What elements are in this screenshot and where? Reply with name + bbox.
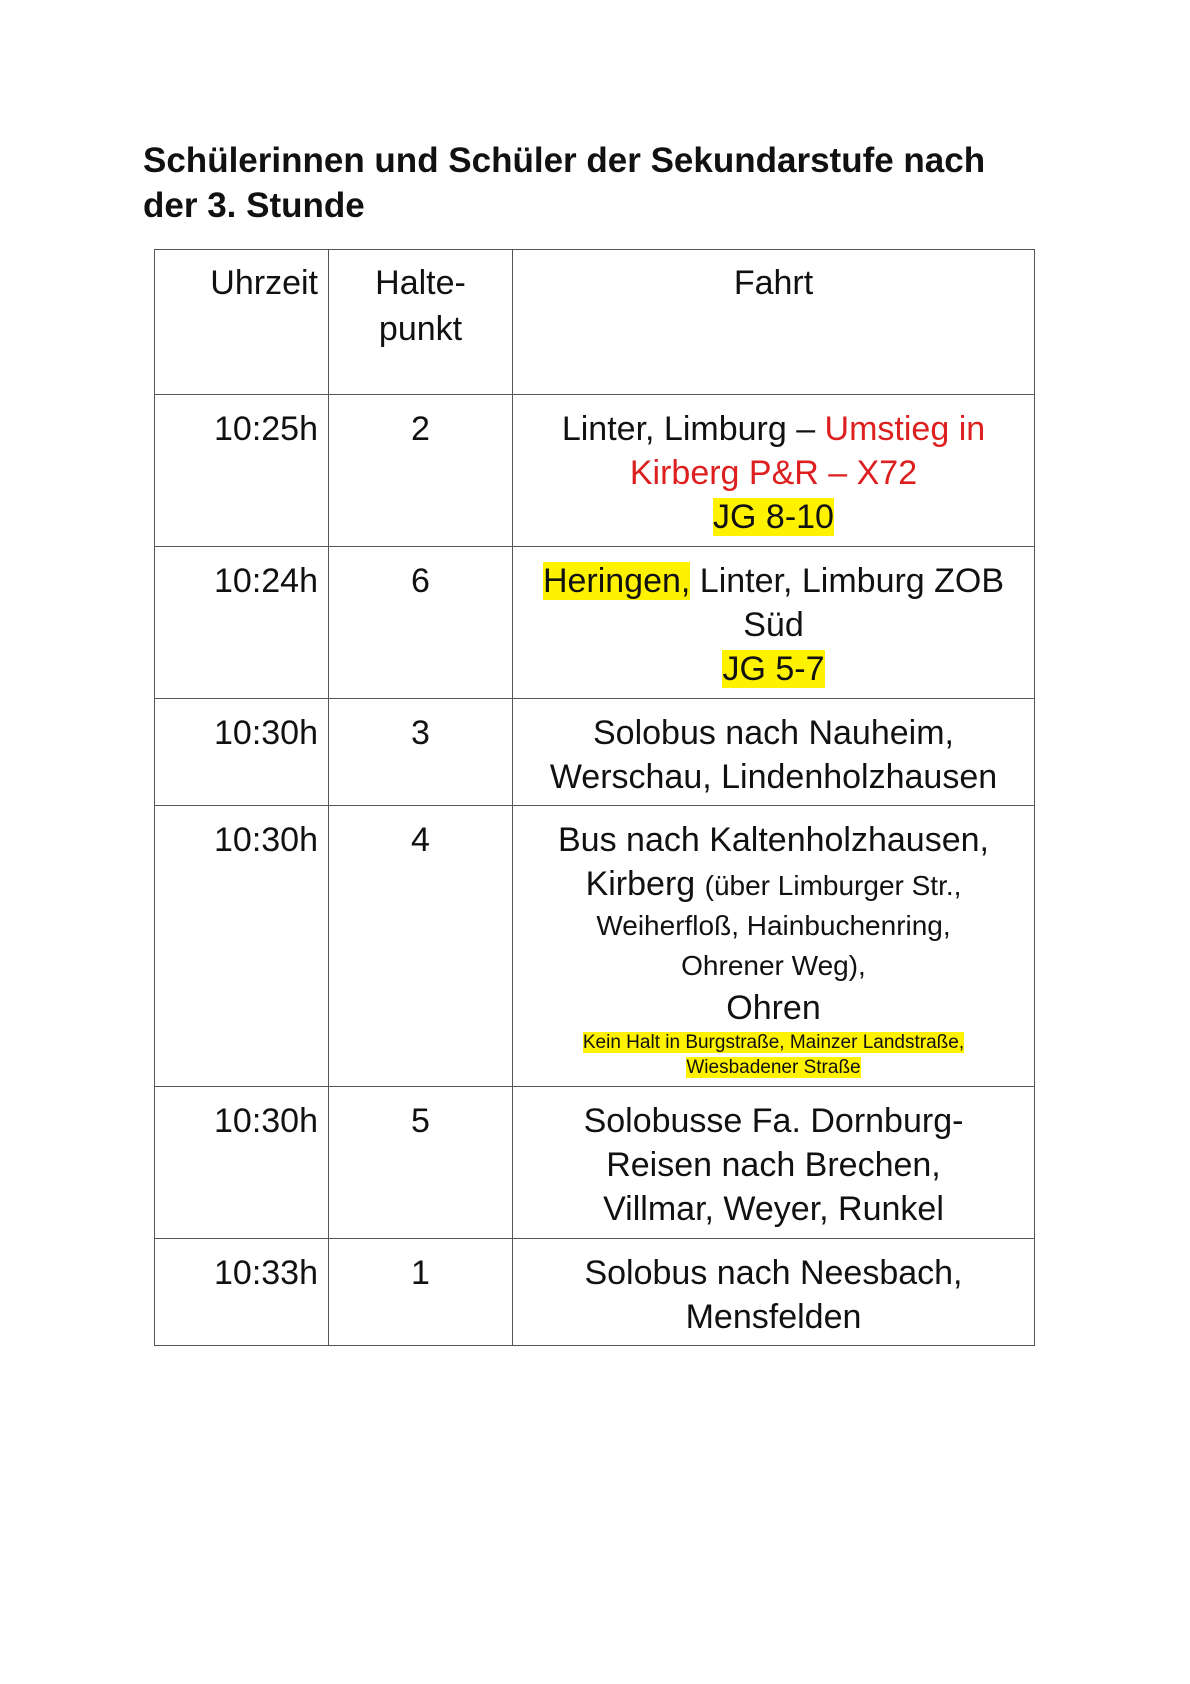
- header-time: Uhrzeit: [155, 250, 329, 395]
- header-stop: [329, 250, 513, 395]
- trip-line: [519, 495, 1028, 539]
- page-title: [143, 138, 1043, 228]
- trip-description: [513, 1239, 1035, 1346]
- header-stop-line-2: punkt: [378, 310, 463, 348]
- trip-line: Werschau, Lindenholzhausen: [549, 758, 998, 796]
- trip-description: [513, 1087, 1035, 1239]
- stop-number: 5: [329, 1087, 513, 1239]
- trip-description: [513, 806, 1035, 1087]
- departure-time: 10:30h: [155, 806, 329, 1087]
- trip-line: [519, 559, 1028, 603]
- trip-text: Linter, Limburg ZOB: [690, 562, 1005, 600]
- trip-description: [513, 699, 1035, 806]
- departure-time: 10:25h: [155, 395, 329, 547]
- table-row: [155, 699, 1035, 806]
- table-row: [155, 1239, 1035, 1346]
- transfer-note: Umstieg in: [824, 410, 986, 448]
- departure-time: 10:24h: [155, 547, 329, 699]
- stop-number: 6: [329, 547, 513, 699]
- bus-schedule-table: [154, 249, 1035, 1346]
- trip-line: Solobus nach Nauheim,: [592, 714, 954, 752]
- departure-time: 10:30h: [155, 699, 329, 806]
- trip-line: Reisen nach Brechen,: [606, 1146, 941, 1184]
- table-header-row: [155, 250, 1035, 395]
- route-detail: Weiherfloß, Hainbuchenring,: [596, 910, 951, 941]
- trip-line: [519, 647, 1028, 691]
- trip-line: Villmar, Weyer, Runkel: [603, 1190, 944, 1228]
- stop-number: 4: [329, 806, 513, 1087]
- grade-badge: JG 5-7: [722, 650, 825, 688]
- trip-text: Kirberg: [585, 865, 705, 903]
- highlighted-stop: Heringen,: [542, 562, 691, 600]
- trip-line: Solobus nach Neesbach,: [584, 1254, 963, 1292]
- trip-line: Mensfelden: [685, 1298, 862, 1336]
- stop-number: 3: [329, 699, 513, 806]
- notice-line: [519, 1030, 1028, 1055]
- header-stop-line-1: Halte-: [375, 264, 466, 302]
- grade-badge: JG 8-10: [713, 498, 834, 536]
- table-row: [155, 547, 1035, 699]
- trip-text: Linter, Limburg –: [561, 410, 825, 448]
- stop-number: 1: [329, 1239, 513, 1346]
- title-line-1: Schülerinnen und Schüler der Sekundarstufe nach: [143, 141, 986, 180]
- route-detail: Ohrener Weg),: [681, 950, 866, 981]
- trip-line: Ohren: [726, 989, 821, 1027]
- trip-description: [513, 395, 1035, 547]
- trip-line: Solobusse Fa. Dornburg-: [583, 1102, 964, 1140]
- notice-line: [519, 1055, 1028, 1080]
- no-stop-notice: Wiesbadener Straße: [686, 1057, 861, 1078]
- title-line-2: der 3. Stunde: [143, 186, 365, 225]
- trip-line: Bus nach Kaltenholzhausen,: [558, 821, 989, 859]
- table-row: [155, 806, 1035, 1087]
- trip-line: Süd: [743, 606, 804, 644]
- transfer-note: Kirberg P&R – X72: [629, 454, 918, 492]
- table-row: [155, 1087, 1035, 1239]
- trip-line: [519, 862, 1028, 906]
- table-row: [155, 395, 1035, 547]
- stop-number: 2: [329, 395, 513, 547]
- header-trip: Fahrt: [513, 250, 1035, 395]
- no-stop-notice: Kein Halt in Burgstraße, Mainzer Landstraße,: [582, 1032, 965, 1053]
- trip-description: [513, 547, 1035, 699]
- trip-line: [519, 407, 1028, 451]
- departure-time: 10:33h: [155, 1239, 329, 1346]
- route-detail: (über Limburger Str.,: [704, 870, 962, 901]
- departure-time: 10:30h: [155, 1087, 329, 1239]
